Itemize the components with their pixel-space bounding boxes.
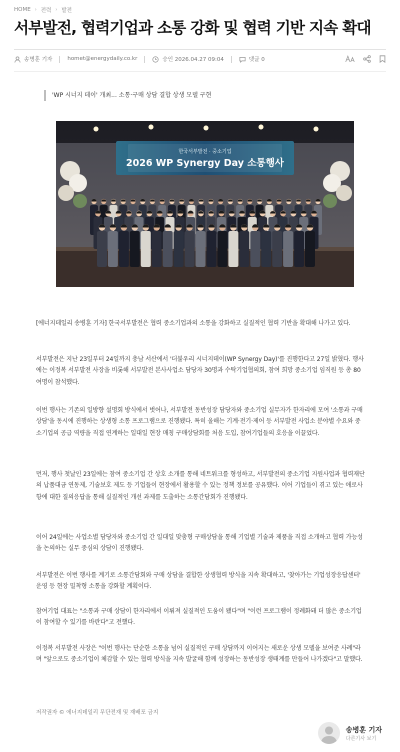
- copyright-notice: 저작권자 © 에너지데일리 무단전재 및 재배포 금지: [36, 710, 159, 716]
- group-photo-illustration: [56, 121, 354, 287]
- person-body: [174, 231, 184, 267]
- clock-icon: [152, 56, 159, 63]
- meta-comments-text[interactable]: 댓글 0: [248, 57, 265, 63]
- person-body: [239, 231, 249, 267]
- reporter-text: [346, 725, 382, 742]
- person-body: [261, 231, 271, 267]
- breadcrumb-separator-icon: ›: [55, 7, 58, 13]
- meta-divider: [144, 56, 145, 63]
- meta-published: [152, 55, 223, 63]
- person-body: [294, 231, 304, 267]
- breadcrumb-home[interactable]: HOME: [14, 7, 31, 13]
- meta-published-text: 승인 2026.04.27 09:04: [162, 57, 224, 63]
- person-body: [283, 231, 293, 267]
- meta-divider-bottom: [14, 71, 386, 72]
- breadcrumb-level1[interactable]: 전력: [40, 8, 52, 14]
- article-paragraph-1: [에너지데일리 송병훈 기자] 한국서부발전은 협력 중소기업과의 소통을 강화하고 실질적인 협력 기반을 확대해 나가고 있다.: [36, 320, 351, 327]
- font-size-icon[interactable]: [345, 55, 355, 63]
- person-body: [228, 231, 238, 267]
- person-body: [217, 231, 227, 267]
- article-meta: [14, 53, 265, 65]
- person-body: [305, 231, 315, 267]
- person-body: [130, 231, 140, 267]
- person-body: [152, 231, 162, 267]
- person-body: [163, 231, 173, 267]
- reporter-more-link[interactable]: 다른기사 보기: [345, 735, 377, 742]
- reporter-box[interactable]: [318, 722, 382, 744]
- reporter-name[interactable]: 송병훈 기자: [345, 725, 382, 734]
- article-paragraph-7: 참여기업 대표는 "소통과 구매 상담이 한자리에서 이뤄져 실질적인 도움이 됐다"며 "이런 프로그램이 정례화돼 더 많은 중소기업이 참여할 수 있기를 바란다"고 전했다.: [36, 608, 362, 627]
- meta-divider-top: [14, 49, 386, 50]
- person-body: [196, 231, 206, 267]
- bookmark-icon[interactable]: [379, 55, 386, 63]
- banner-line2: 2026 WP Synergy Day 소통행사: [126, 158, 284, 169]
- user-icon: [318, 722, 340, 744]
- avatar: [318, 722, 340, 744]
- meta-reporter-name[interactable]: 송병훈 기자: [24, 57, 53, 63]
- banner-line1: 한국서부발전 · 중소기업: [178, 149, 232, 155]
- person-body: [119, 231, 129, 267]
- user-icon: [14, 56, 21, 63]
- meta-comments[interactable]: [239, 55, 265, 63]
- article-paragraph-6: 서부발전은 이번 행사를 계기로 소통간담회와 구매 상담을 결합한 상생협력 방식을 지속 확대하고, '찾아가는 기업성장응답센터' 운영 등 현장 밀착형 소통을 강화할 계획이다.: [36, 572, 361, 591]
- meta-email-text[interactable]: homet@energydaily.co.kr: [67, 56, 138, 62]
- person-body: [97, 231, 107, 267]
- article-paragraph-2: 서부발전은 지난 23일부터 24일까지 충남 서산에서 '더불우리 시너지데이(WP Synergy Day)'를 진행한다고 27일 밝혔다. 행사에는 이정복 서부발전 사장을 비롯해 서부발전 본사사업소 담당자 30명과 수탁기업협의회, 참여 희망 중소기업 임직원 등 총 80여명이 참석했다.: [36, 356, 364, 386]
- person-body: [141, 231, 151, 267]
- meta-email: [67, 56, 137, 62]
- article-photo: [56, 121, 354, 287]
- person-body: [272, 231, 282, 267]
- breadcrumb-separator-icon: ›: [34, 7, 37, 13]
- comment-icon: [239, 56, 246, 63]
- share-icon[interactable]: [363, 55, 371, 63]
- person-body: [185, 231, 195, 267]
- person-body: [108, 231, 118, 267]
- meta-reporter: [14, 55, 52, 63]
- article-paragraph-5: 이어 24일에는 사업소별 담당자와 중소기업 간 일대일 맞춤형 구매상담을 통해 기업별 기술과 제품을 직접 소개하고 협력 가능성을 논의하는 실무 중심의 상담이 진행됐다.: [36, 534, 363, 553]
- article-paragraph-8: 이정복 서부발전 사장은 "이번 행사는 단순한 소통을 넘어 실질적인 구매 상담까지 이어지는 새로운 상생 모델을 보여준 사례"라며 "앞으로도 중소기업이 체감할 수 있는 협력 방식을 지속 발굴해 함께 성장하는 동반성장 생태계를 만들어 나가겠다"고 말했다.: [36, 645, 363, 664]
- meta-divider: [59, 56, 60, 63]
- article-paragraph-3: 이번 행사는 기존의 일방향 설명회 방식에서 벗어나, 서부발전 동반성장 담당자와 중소기업 실무자가 한자리에 모여 '소통과 구매상담'을 동시에 진행하는 상생형 소통 프로그램으로 진행됐다. 특히 올해는 기계·전기·제어 등 서부발전 사업소 분야별 수요와 중소기업의 공급 역량을 직접 연계하는 일대일 현장 매칭 구매상담회를 처음 도입, 참여기업들의 호응을 이끌었다.: [36, 407, 363, 437]
- article-tools: [345, 53, 386, 65]
- person-body: [250, 231, 260, 267]
- article-paragraph-4: 먼저, 행사 첫날인 23일에는 참여 중소기업 간 상호 소개를 통해 네트워크를 형성하고, 서부발전의 중소기업 지원사업과 협력재단의 납품대금 연동제, 기술보호 제도 등 기업들이 현장에서 활용할 수 있는 정책 정보를 공유했다. 이어 기업들이 겪고 있는 애로사항에 대한 질의응답을 통해 실질적인 개선 과제를 도출하는 소통간담회가 진행됐다.: [36, 471, 365, 501]
- breadcrumb-level2[interactable]: 발전: [61, 8, 72, 14]
- person-body: [207, 231, 217, 267]
- breadcrumb: [14, 6, 72, 14]
- article-subhead: 'WP 시너지 데이' 개최... 소통·구매 상담 결합 상생 모델 구현: [44, 90, 211, 101]
- meta-divider: [231, 56, 232, 63]
- article-title: 서부발전, 협력기업과 소통 강화 및 협력 기반 지속 확대: [14, 19, 371, 37]
